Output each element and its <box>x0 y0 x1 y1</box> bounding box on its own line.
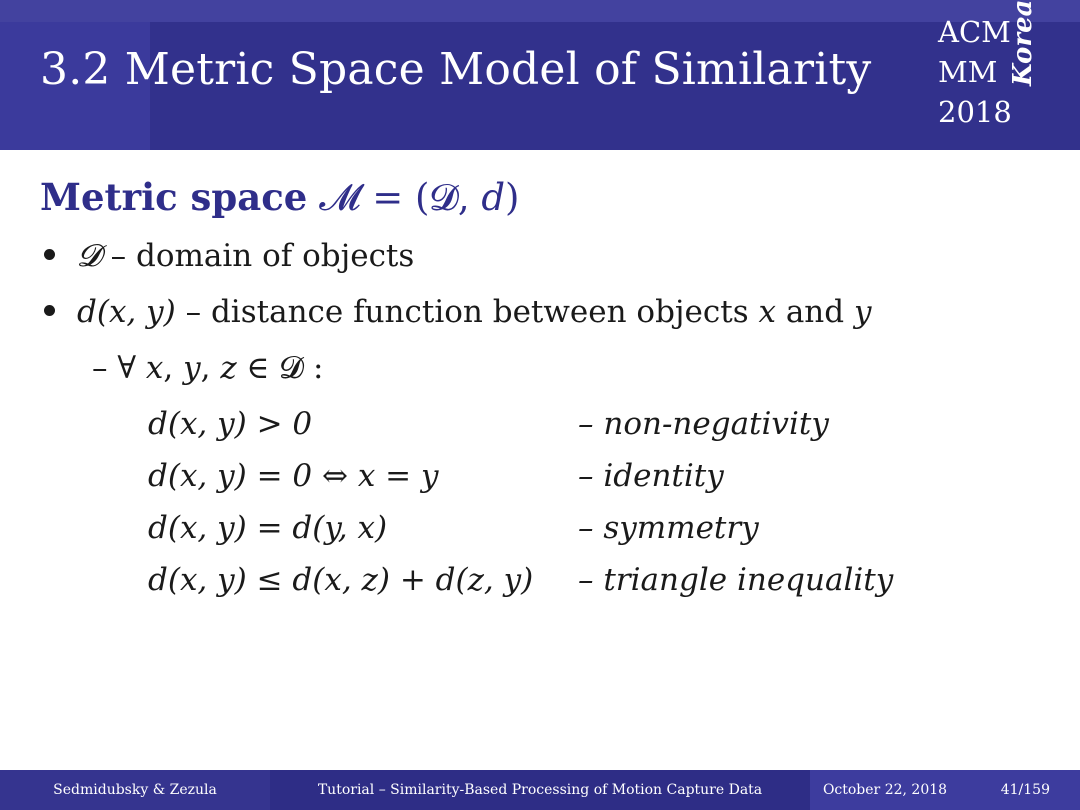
acm-mm-logo <box>930 0 1070 134</box>
property-formula: d(x, y) = 0 ⇔ x = y <box>148 458 439 494</box>
bullet-domain <box>44 238 414 275</box>
bullet-lead: d(x, y) <box>77 294 176 330</box>
bullet-text: – distance function between objects <box>185 294 749 330</box>
bullet-and: and <box>785 294 845 330</box>
bullet-lead: 𝓓 <box>77 238 101 274</box>
property-formula: d(x, y) ≤ d(x, z) + d(z, y) <box>148 562 534 598</box>
footer-page-number: 41/159 <box>1000 782 1050 798</box>
property-name: – symmetry <box>578 510 759 546</box>
property-name: – triangle inequality <box>578 562 894 598</box>
section-title-text: Metric space <box>40 175 308 219</box>
slide-header <box>0 0 1080 150</box>
section-title <box>40 175 519 220</box>
logo-korea: Korea <box>1008 0 1038 86</box>
section-title-math: 𝓜 = (𝓓, 𝑑) <box>319 176 520 219</box>
header-top-band <box>0 0 1080 22</box>
slide-content <box>0 150 1080 770</box>
bullet-dot <box>44 249 55 260</box>
property-formula: d(x, y) = d(y, x) <box>148 510 388 546</box>
footer-date: October 22, 2018 <box>822 782 948 798</box>
bullet-y: y <box>853 294 872 330</box>
bullet-text: – domain of objects <box>110 238 415 274</box>
footer-right <box>810 770 1080 810</box>
property-formula: d(x, y) > 0 <box>148 406 313 442</box>
property-name: – identity <box>578 458 724 494</box>
footer-authors: Sedmidubsky & Zezula <box>0 770 270 810</box>
quantifier-line: – ∀ 𝑥, 𝑦, 𝑧 ∈ 𝓓 : <box>92 350 324 386</box>
logo-acm: ACM <box>938 15 1011 49</box>
footer-tutorial-title: Tutorial – Similarity-Based Processing of Motion Capture Data <box>270 770 810 810</box>
property-name: – non-negativity <box>578 406 829 442</box>
bullet-dot <box>44 305 55 316</box>
bullet-distance <box>44 294 871 330</box>
logo-year: 2018 <box>938 95 1012 129</box>
logo-mm: MM <box>938 55 998 89</box>
bullet-x: x <box>758 294 776 330</box>
slide-footer <box>0 770 1080 810</box>
slide-title: 3.2 Metric Space Model of Similarity <box>40 44 872 95</box>
